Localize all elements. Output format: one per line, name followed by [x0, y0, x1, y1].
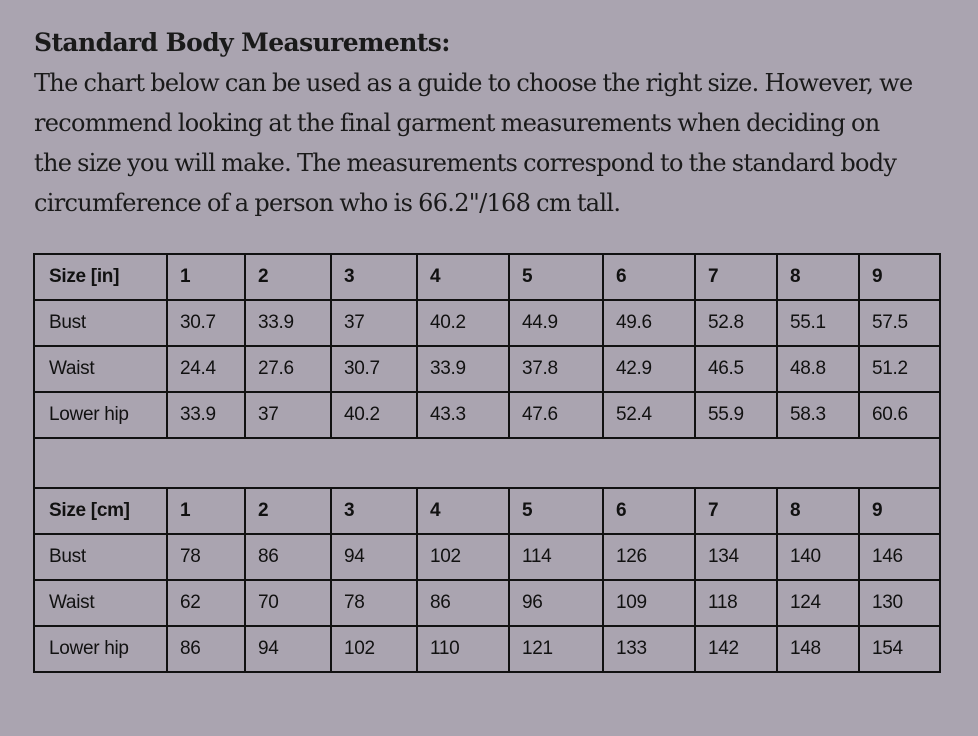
measurement-value: 40.2	[417, 300, 509, 346]
measurement-value: 42.9	[603, 346, 695, 392]
measurement-value: 96	[509, 580, 603, 626]
intro-section	[34, 22, 949, 223]
size-header-cell: 3	[331, 488, 417, 534]
table-section-cm	[34, 488, 940, 672]
measurement-value: 33.9	[167, 392, 245, 438]
size-header-cell: 4	[417, 488, 509, 534]
measurement-value: 140	[777, 534, 859, 580]
size-header-cell: 1	[167, 254, 245, 300]
measurement-value: 37	[331, 300, 417, 346]
measurement-value: 142	[695, 626, 777, 672]
spacer-cell	[34, 438, 940, 488]
measurement-value: 78	[167, 534, 245, 580]
measurement-value: 40.2	[331, 392, 417, 438]
measurement-value: 102	[331, 626, 417, 672]
size-header-cell: 1	[167, 488, 245, 534]
size-header-cell: 6	[603, 254, 695, 300]
measurement-value: 57.5	[859, 300, 940, 346]
measurement-value: 37.8	[509, 346, 603, 392]
measurement-value: 109	[603, 580, 695, 626]
size-header-cell: 8	[777, 488, 859, 534]
measurement-value: 46.5	[695, 346, 777, 392]
measurement-value: 70	[245, 580, 331, 626]
size-header-cell: 3	[331, 254, 417, 300]
size-header-cell: 4	[417, 254, 509, 300]
measurement-value: 60.6	[859, 392, 940, 438]
measurement-value: 78	[331, 580, 417, 626]
size-header-cell: 9	[859, 488, 940, 534]
measurement-value: 33.9	[417, 346, 509, 392]
table-row	[34, 346, 940, 392]
measurement-value: 118	[695, 580, 777, 626]
measurement-value: 86	[245, 534, 331, 580]
measurement-value: 146	[859, 534, 940, 580]
intro-title: Standard Body Measurements:	[34, 28, 450, 57]
table-row	[34, 580, 940, 626]
measurement-value: 148	[777, 626, 859, 672]
measurement-value: 126	[603, 534, 695, 580]
measurement-value: 134	[695, 534, 777, 580]
table-header-row-cm	[34, 488, 940, 534]
measurement-value: 62	[167, 580, 245, 626]
measurement-label: Bust	[34, 534, 167, 580]
intro-line-4: circumference of a person who is 66.2"/168 cm tall.	[34, 189, 621, 217]
measurement-value: 55.9	[695, 392, 777, 438]
size-header-cell: 5	[509, 488, 603, 534]
intro-line-2: recommend looking at the final garment measurements when deciding on	[34, 109, 880, 137]
table-section-inches	[34, 254, 940, 438]
size-header-cell: 9	[859, 254, 940, 300]
measurement-value: 30.7	[331, 346, 417, 392]
measurement-value: 37	[245, 392, 331, 438]
measurement-value: 52.4	[603, 392, 695, 438]
size-unit-header: Size [cm]	[34, 488, 167, 534]
measurement-value: 33.9	[245, 300, 331, 346]
measurement-label: Lower hip	[34, 626, 167, 672]
measurement-value: 154	[859, 626, 940, 672]
measurement-value: 43.3	[417, 392, 509, 438]
size-header-cell: 8	[777, 254, 859, 300]
measurement-value: 94	[245, 626, 331, 672]
measurement-value: 121	[509, 626, 603, 672]
measurement-value: 110	[417, 626, 509, 672]
size-header-cell: 2	[245, 488, 331, 534]
measurement-value: 24.4	[167, 346, 245, 392]
intro-line-3: the size you will make. The measurements correspond to the standard body	[34, 149, 897, 177]
measurement-label: Waist	[34, 580, 167, 626]
measurement-value: 58.3	[777, 392, 859, 438]
measurement-value: 30.7	[167, 300, 245, 346]
measurement-value: 55.1	[777, 300, 859, 346]
measurement-label: Bust	[34, 300, 167, 346]
table-row	[34, 626, 940, 672]
table-row	[34, 392, 940, 438]
measurement-value: 51.2	[859, 346, 940, 392]
measurement-value: 130	[859, 580, 940, 626]
table-header-row-inches	[34, 254, 940, 300]
measurement-value: 124	[777, 580, 859, 626]
measurement-value: 44.9	[509, 300, 603, 346]
size-header-cell: 2	[245, 254, 331, 300]
measurement-value: 47.6	[509, 392, 603, 438]
measurement-value: 102	[417, 534, 509, 580]
size-header-cell: 6	[603, 488, 695, 534]
measurement-label: Waist	[34, 346, 167, 392]
table-row	[34, 534, 940, 580]
measurement-value: 86	[167, 626, 245, 672]
measurement-value: 114	[509, 534, 603, 580]
size-unit-header: Size [in]	[34, 254, 167, 300]
measurement-label: Lower hip	[34, 392, 167, 438]
size-header-cell: 7	[695, 254, 777, 300]
table-row	[34, 300, 940, 346]
table-spacer	[34, 438, 940, 488]
size-header-cell: 5	[509, 254, 603, 300]
spacer-row	[34, 438, 940, 488]
size-header-cell: 7	[695, 488, 777, 534]
measurement-value: 86	[417, 580, 509, 626]
measurement-value: 27.6	[245, 346, 331, 392]
measurement-value: 94	[331, 534, 417, 580]
measurement-value: 49.6	[603, 300, 695, 346]
intro-line-1: The chart below can be used as a guide to choose the right size. However, we	[34, 69, 913, 97]
measurement-value: 48.8	[777, 346, 859, 392]
measurement-value: 52.8	[695, 300, 777, 346]
size-chart-table	[33, 253, 941, 673]
measurement-value: 133	[603, 626, 695, 672]
